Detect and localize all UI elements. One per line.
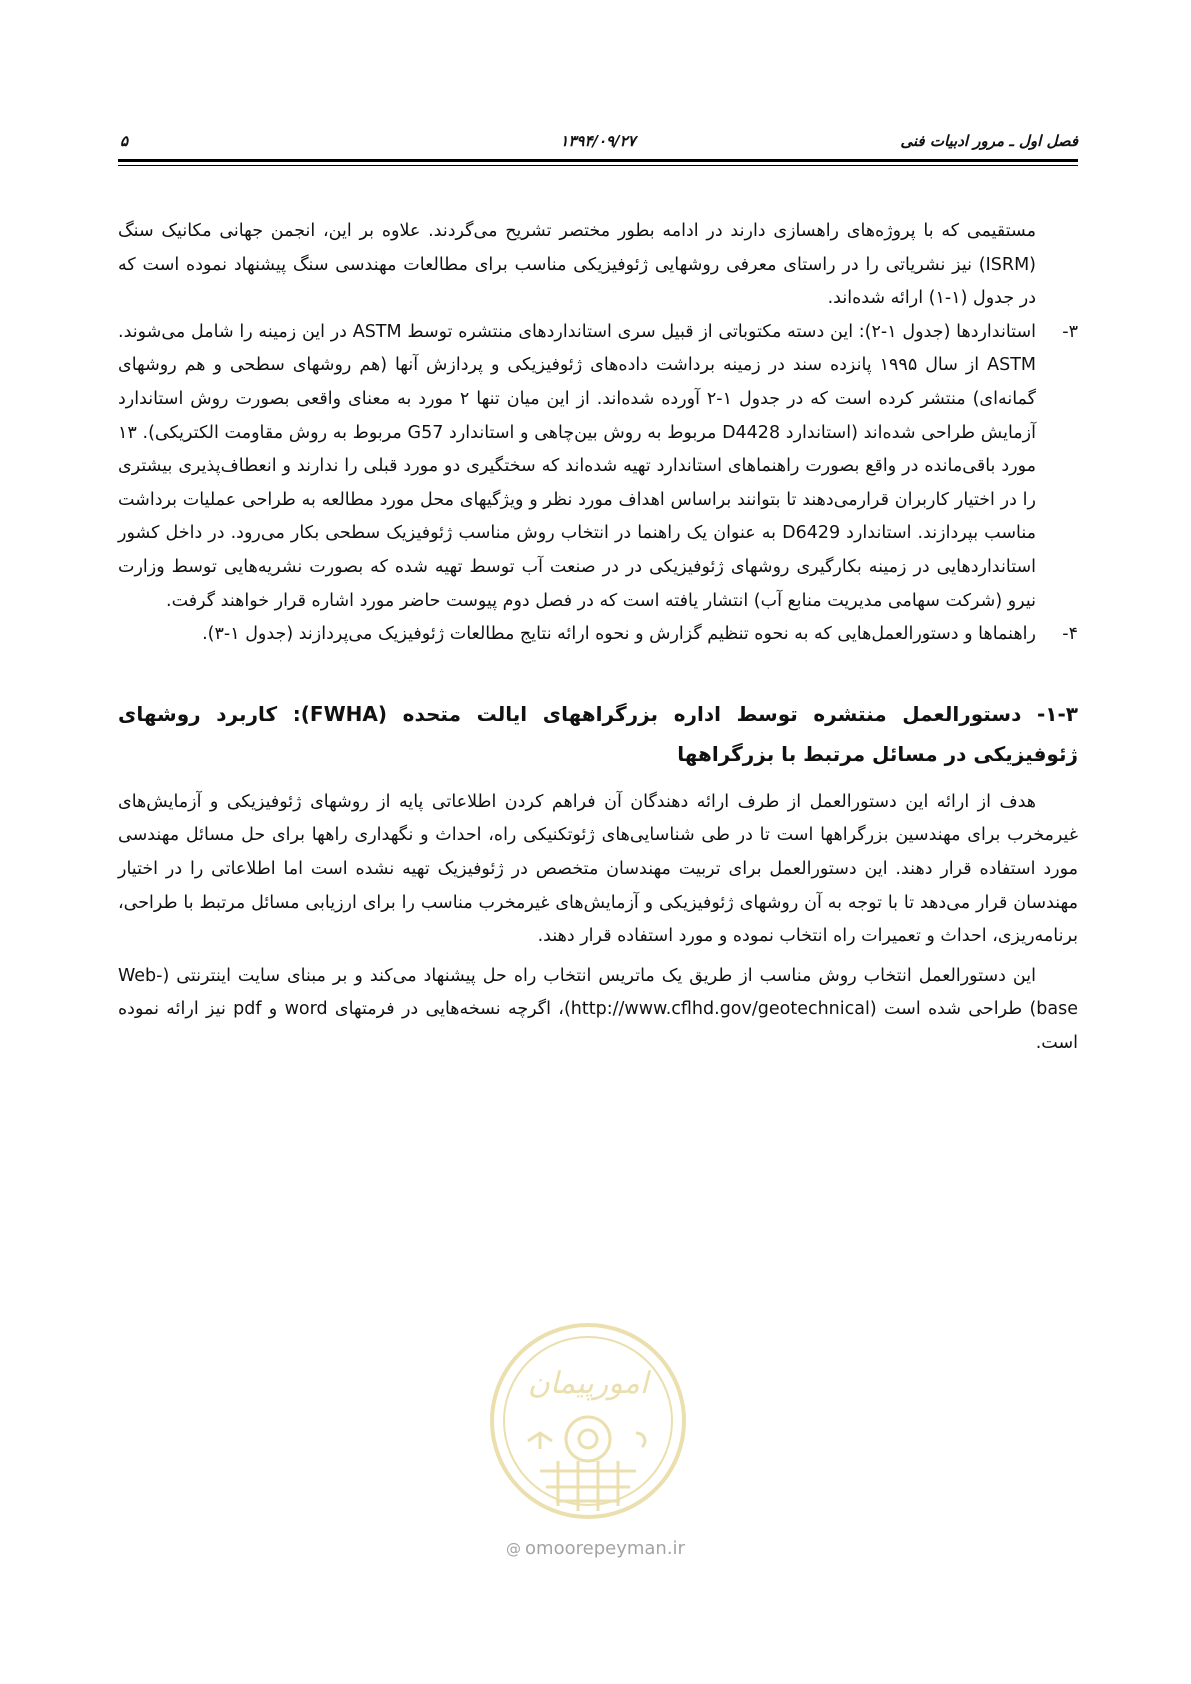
section-heading: ۱-۳- دستورالعمل منتشره توسط اداره بزرگراههای ایالت متحده (FWHA): کاربرد روشهای ژئوفیزیکی در مسائل مرتبط با بزرگراهها — [118, 701, 1079, 766]
list-item-4 — [118, 618, 1078, 652]
list-item-number: ۳- — [1062, 321, 1078, 342]
page-header — [118, 128, 1078, 156]
watermark-site-text: omoorepeyman.ir — [525, 1538, 685, 1559]
list-item-number: ۴- — [1062, 624, 1078, 645]
header-rule-thin — [118, 165, 1078, 166]
list-item-text: استانداردها (جدول ۱-۲): این دسته مکتوباتی از قبیل سری استانداردهای منتشره توسط ASTM در این زمینه را شامل می‌شوند. ASTM از سال ۱۹۹۵ پانزده سند در زمینه برداشت داده‌های ژئوفیزیکی و پردازش آنها (هم روشهای سطحی و هم روشهای گمانه‌ای) منتشر کرده است که در جدول ۱-۲ آورده شده‌اند. از این میان تنها ۲ مورد به معنای واقعی بصورت روش استاندارد آزمایش طراحی شده‌اند (استاندارد D4428 مربوط به روش بین‌چاهی و استاندارد G57 مربوط به روش مقاومت الکتریکی). ۱۳ مورد باقی‌مانده در واقع بصورت راهنماهای استاندارد تهیه شده‌اند که سختگیری دو مورد قبلی را ندارند و انعطاف‌پذیری بیشتری را در اختیار کاربران قرارمی‌دهند تا بتوانند براساس اهداف مورد نظر و ویژگیهای محل مورد مطالعه به طراحی عملیات برداشت مناسب بپردازند. استاندارد D6429 به عنوان یک راهنما در انتخاب روش مناسب ژئوفیزیک سطحی بکار می‌رود. در داخل کشور استانداردهایی در زمینه بکارگیری روشهای ژئوفیزیکی در در صنعت آب توسط تهیه شده که بصورت نشریه‌هایی توسط وزارت نیرو (شرکت سهامی مدیریت منابع آب) انتشار یافته است که در فصل دوم پیوست حاضر مورد اشاره قرار خواهند گرفت. — [118, 321, 1036, 611]
watermark-site — [0, 1538, 1191, 1559]
watermark-logo-text: امورپیمان — [527, 1366, 649, 1401]
paragraph-2: این دستورالعمل انتخاب روش مناسب از طریق یک ماتریس انتخاب راه حل پیشنهاد می‌کند و بر مبنای سایت اینترنتی (Web-base) طراحی شده است (http://www.cflhd.gov/geotechnical)، اگرچه نسخه‌هایی در فرمتهای word و pdf نیز ارائه نموده است. — [118, 965, 1078, 1053]
list-item-text: راهنماها و دستورالعمل‌هایی که به نحوه تنظیم گزارش و نحوه ارائه نتایج مطالعات ژئوفیزیک می‌پردازند (جدول ۱-۳). — [202, 624, 1036, 645]
page-number: ۵ — [120, 132, 129, 150]
document-body — [118, 215, 1078, 1060]
intro-continuation: مستقیمی که با پروژه‌های راهسازی دارند در ادامه بطور مختصر تشریح می‌گردند. علاوه بر این، انجمن جهانی مکانیک سنگ (ISRM) نیز نشریاتی را در راستای معرفی روشهایی ژئوفیزیکی مناسب برای مطالعات مهندسی سنگ پیشنهاد نموده است که در جدول (۱-۱) ارائه شده‌اند. — [118, 221, 1036, 309]
paragraph-1: هدف از ارائه این دستورالعمل از طرف ارائه دهندگان آن فراهم کردن اطلاعاتی پایه از روشهای ژئوفیزیکی و آزمایش‌های غیرمخرب برای مهندسین بزرگراهها است تا در طی شناسایی‌های ژئوتکنیکی راه، احداث و نگهداری راهها برای حل مسائل مهندسی مورد استفاده قرار دهند. این دستورالعمل برای تربیت مهندسان متخصص در ژئوفیزیک تهیه نشده است اما اطلاعاتی را در اختیار مهندسان قرار می‌دهد تا با توجه به آن روشهای ژئوفیزیکی و آزمایش‌های غیرمخرب مناسب را برای ارزیابی مسائل مرتبط با طراحی، برنامه‌ریزی، احداث و تعمیرات راه انتخاب نموده و مورد استفاده قرار دهند. — [118, 791, 1078, 947]
header-rule-thick — [118, 159, 1078, 162]
at-icon: @ — [506, 1540, 522, 1558]
chapter-title: فصل اول ـ مرور ادبیات فنی — [900, 132, 1078, 150]
list-item-3 — [118, 316, 1078, 618]
header-date: ۱۳۹۴/۰۹/۲۷ — [560, 132, 636, 150]
watermark-logo — [488, 1321, 688, 1521]
